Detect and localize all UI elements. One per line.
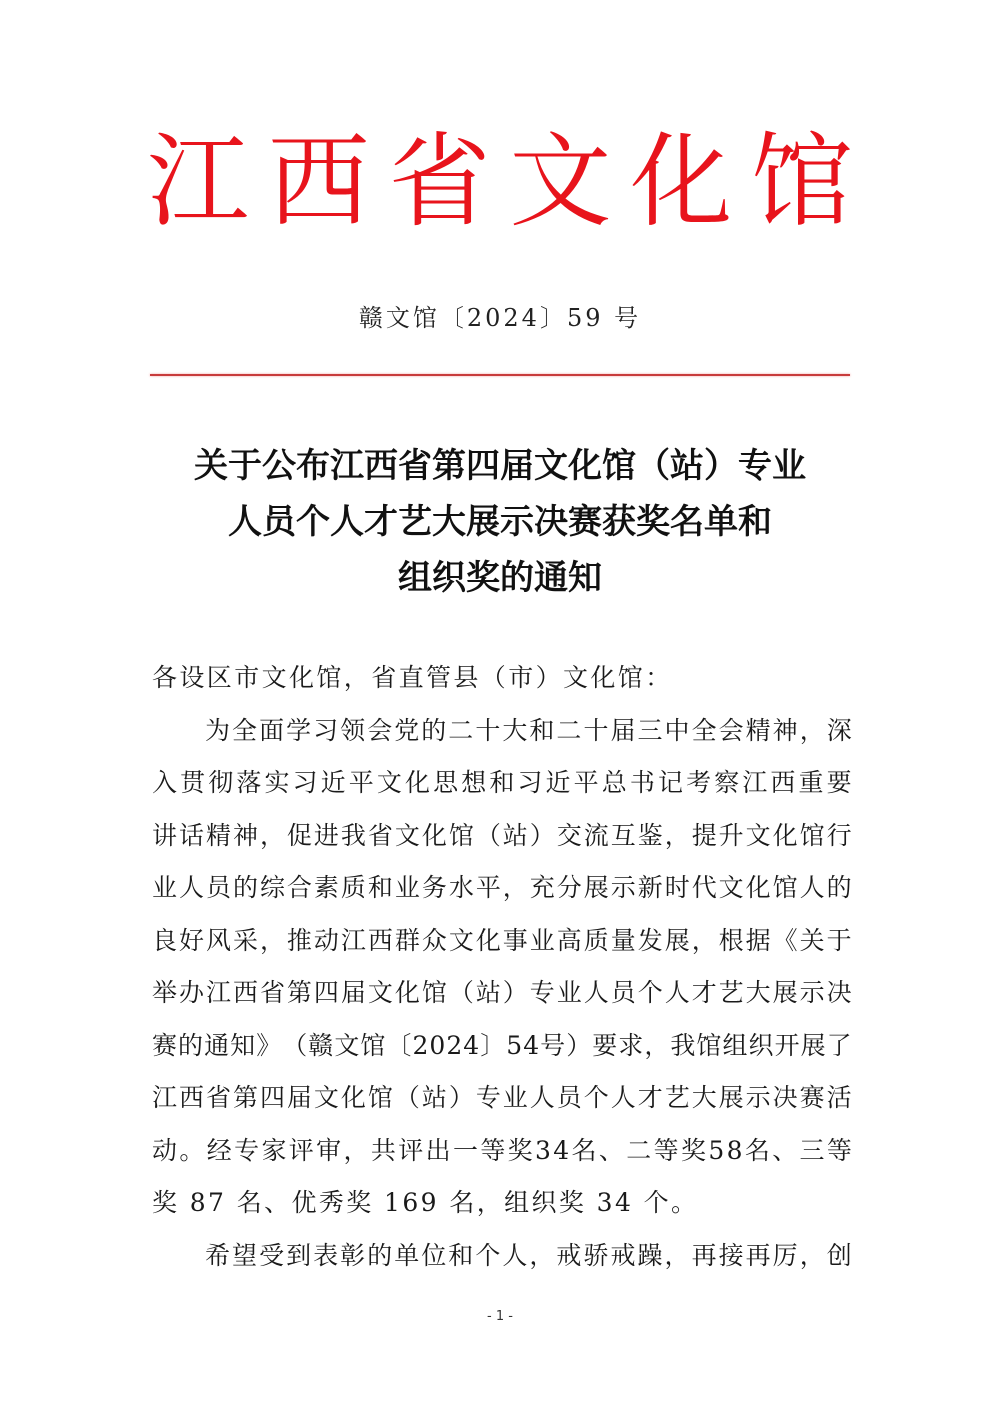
- document-number: 赣文馆〔2024〕59 号: [358, 304, 642, 332]
- letterhead-char: 馆: [750, 123, 853, 242]
- letterhead-char: 西: [267, 123, 370, 242]
- paragraph-line: 举 办 江 西 省 第 四 届 文 化 馆 （ 站 ） 专 业 人 员 个 人 才 艺 大 展 示 决: [152, 978, 852, 1007]
- red-divider: [150, 374, 850, 376]
- letterhead-char: 省: [388, 123, 491, 242]
- paragraph-line: 业 人 员 的 综 合 素 质 和 业 务 水 平 ， 充 分 展 示 新 时 代 文 化 馆 人 的: [152, 873, 852, 902]
- paragraph-line: 赛 的 通 知 》 （ 赣 文 馆 〔 2 0 2 4 〕 5 4 号 ） 要 求 ， 我 馆 组 织 开 展 了: [152, 1030, 852, 1060]
- paragraph-line: 入 贯 彻 落 实 习 近 平 文 化 思 想 和 习 近 平 总 书 记 考 察 江 西 重 要: [152, 768, 852, 797]
- letterhead-char: 化: [630, 123, 733, 242]
- paragraph-line: 希 望 受 到 表 彰 的 单 位 和 个 人 ， 戒 骄 戒 躁 ， 再 接 再 厉 ， 创: [205, 1240, 852, 1270]
- paragraph-line: 讲 话 精 神 ， 促 进 我 省 文 化 馆 （ 站 ） 交 流 互 鉴 ， 提 升 文 化 馆 行: [152, 820, 852, 850]
- salutation: 各设区市文化馆，省直管县（市）文化馆：: [152, 663, 673, 692]
- title-line: 组织奖的通知: [398, 558, 602, 598]
- page-number: - 1 -: [487, 1309, 513, 1324]
- title-line: 关于公布江西省第四届文化馆（站）专业: [194, 446, 806, 486]
- paragraph-line: 为 全 面 学 习 领 会 党 的 二 十 大 和 二 十 届 三 中 全 会 精 神 ， 深: [205, 715, 852, 745]
- paragraph-line: 江 西 省 第 四 届 文 化 馆 （ 站 ） 专 业 人 员 个 人 才 艺 大 展 示 决 赛 活: [152, 1083, 852, 1112]
- paragraph-line: 良 好 风 采 ， 推 动 江 西 群 众 文 化 事 业 高 质 量 发 展 ， 根 据 《 关 于: [152, 925, 852, 955]
- letterhead-char: 文: [509, 123, 612, 242]
- document-body: [152, 652, 852, 1282]
- letterhead: [140, 118, 860, 248]
- paragraph-line: 奖 87 名、优秀奖 169 名，组织奖 34 个。: [152, 1188, 699, 1217]
- document-title: [100, 438, 900, 606]
- paragraph-line: 动 。 经 专 家 评 审 ， 共 评 出 一 等 奖 3 4 名 、 二 等 奖 5 8 名 、 三 等: [152, 1135, 852, 1165]
- title-line: 人员个人才艺大展示决赛获奖名单和: [228, 502, 772, 542]
- letterhead-char: 江: [147, 123, 249, 242]
